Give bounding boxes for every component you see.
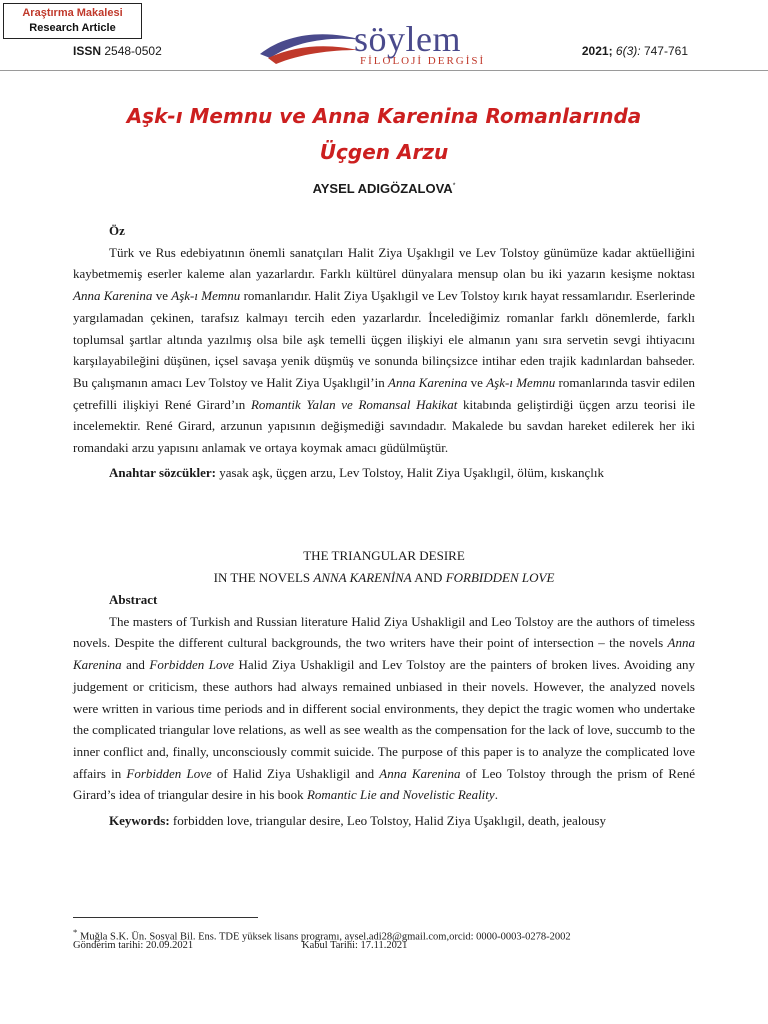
logo-swoosh-icon: [258, 28, 368, 68]
article-type-badge: [3, 3, 142, 39]
english-title-text: AND: [411, 569, 446, 585]
oz-paragraph: [73, 242, 695, 459]
article-title-line2: Üçgen Arzu: [319, 140, 449, 164]
abstract-text: .: [494, 787, 498, 803]
abstract-text: The masters of Turkish and Russian literature Halid Ziya Ushakligil and Leo Tolstoy are the authors of timeless novels. Despite the different cultural backgrounds, the two writers have their point of intersection – the novels: [73, 613, 695, 651]
english-title: [0, 545, 768, 588]
abstract-italic: Forbidden Love: [126, 765, 212, 781]
issn-label: ISSN: [73, 44, 102, 58]
abstract-keywords: [73, 810, 695, 832]
logo-subtitle: FİLOLOJİ DERGİSİ: [360, 55, 486, 67]
citation: [582, 44, 688, 58]
article-type-en: Research Article: [29, 22, 116, 34]
footnote-text: Muğla S.K. Ün. Sosyal Bil. Ens. TDE yüksek lisans programı, aysel.adi28@gmail.com,orcid: 0000-0003-0278-2002: [77, 931, 571, 943]
abstract-italic: Romantic Lie and Novelistic Reality: [306, 787, 495, 803]
footnote-mark: *: [73, 927, 78, 937]
issn-value: 2548-0502: [104, 44, 162, 58]
abstract-heading: Abstract: [109, 592, 158, 607]
oz-italic: Romantik Yalan ve Romansal Hakikat: [250, 396, 458, 412]
author-footnote-mark: *: [452, 182, 456, 190]
footnote-divider: [73, 917, 258, 918]
issn: [73, 44, 162, 58]
abstract-text: of Leo Tolstoy through the prism of René Girard’s idea of triangular desire in his book: [73, 765, 695, 803]
abstract-text: and: [121, 657, 150, 673]
english-title-italic: FORBIDDEN LOVE: [445, 569, 555, 585]
oz-text: romanlarıdır. Halit Ziya Uşaklıgil ve Lev Tolstoy kırık hayat ressamlarıdır. Eserlerinde yargılamadan çekinen, tarafsız kalmayı tercih eden yazarlardır. İncelediğimiz romanlar farklı dönemlerde, farklı toplumsal şartlar altında yazılmış olsa bile aşk temelli üçgen ilişkiyi ele almanın yanı sıra servetin sevgi ihtiyacını karşılayabileğini düşünen, içsel savaşa yenik düşmüş ve sonunda bilinçsizce intihar eden trajik kadınlardan bahseder. Bu çalışmanın amacı Lev Tolstoy ve Halit Ziya Uşaklıgil’in: [73, 288, 696, 390]
submission-dates: [73, 940, 408, 951]
oz-text: Türk ve Rus edebiyatının önemli sanatçıları Halit Ziya Uşaklıgil ve Lev Tolstoy günümüze kadar aktüelliğini kaybetmemiş eserler kaleme alan yazarlardır. Farklı kültürel dünyalara mensup olan bu iki yazarın kesişme noktası: [73, 244, 695, 282]
article-title-line1: Aşk-ı Memnu ve Anna Karenina Romanlarında: [126, 104, 642, 128]
author-text: AYSEL ADIGÖZALOVA: [312, 181, 453, 196]
oz-italic: Aşk-ı Memnu: [171, 288, 241, 304]
oz-heading: Öz: [109, 223, 125, 238]
english-title-text: IN THE NOVELS: [213, 569, 314, 585]
citation-year: 2021;: [581, 44, 613, 58]
oz-keywords-label: Anahtar sözcükler:: [109, 464, 217, 480]
accepted-date: Kabul Tarihi: 17.11.2021: [302, 940, 408, 951]
article-title: [0, 98, 768, 170]
oz-section: [73, 220, 695, 483]
abstract-paragraph: [73, 611, 695, 806]
header-divider: [0, 70, 768, 71]
oz-text: romanlarında tasvir edilen çetrefilli ilişkiyi René Girard’ın: [73, 374, 696, 412]
author-name: [0, 181, 768, 196]
abstract-text: of Halid Ziya Ushakligil and: [211, 765, 380, 781]
citation-volume: 6(3):: [615, 44, 641, 58]
abstract-text: Halid Ziya Ushakligil and Lev Tolstoy are the painters of broken lives. Avoiding any judgement or criticism, these authors had always remained unbiased in their novels. However, the analyzed novels were written in various time periods and in different social environments, they depict the tragic women who undertake the complicated triangular love relations, as well as see wealth as the compensation for the lack of love, succumb to the inner conflict and, finally, unconsciously commit suicide. The purpose of this paper is to analyze the complicated love affairs in: [73, 657, 695, 781]
oz-italic: Aşk-ı Memnu: [486, 374, 556, 390]
submitted-date: Gönderim tarihi: 20.09.2021: [73, 940, 194, 951]
oz-italic: Anna Karenina: [388, 374, 468, 390]
oz-text: kitabında geliştirdiği üçgen arzu teorisi ile incelemektir. René Girard, arzunun yapısının değişmediği savındadır. Makalede bu savdan hareket edilerek her iki romandaki arzu yapısını anlamak ve ortaya koymak amacı güdülmüştür.: [73, 396, 695, 456]
oz-keywords-text: yasak aşk, üçgen arzu, Lev Tolstoy, Halit Ziya Uşaklıgil, ölüm, kıskançlık: [216, 464, 604, 480]
abstract-section: [73, 589, 695, 832]
abstract-italic: Anna Karenina: [379, 765, 461, 781]
english-title-line1: THE TRIANGULAR DESIRE: [303, 548, 465, 563]
english-title-line2: [0, 567, 768, 589]
oz-keywords: [73, 462, 695, 484]
oz-text: ve: [467, 374, 487, 390]
abstract-keywords-text: forbidden love, triangular desire, Leo Tolstoy, Halid Ziya Uşaklıgil, death, jealousy: [169, 813, 606, 829]
abstract-keywords-label: Keywords:: [109, 813, 170, 829]
article-type-tr: Araştırma Makalesi: [22, 7, 123, 19]
oz-italic: Anna Karenina: [73, 288, 153, 304]
abstract-italic: Forbidden Love: [149, 657, 235, 673]
citation-pages: 747-761: [643, 44, 688, 58]
logo-name: söylem: [354, 19, 461, 59]
abstract-italic: Anna Karenina: [73, 635, 695, 673]
english-title-italic: ANNA KARENİNA: [313, 569, 412, 585]
oz-text: ve: [152, 288, 172, 304]
